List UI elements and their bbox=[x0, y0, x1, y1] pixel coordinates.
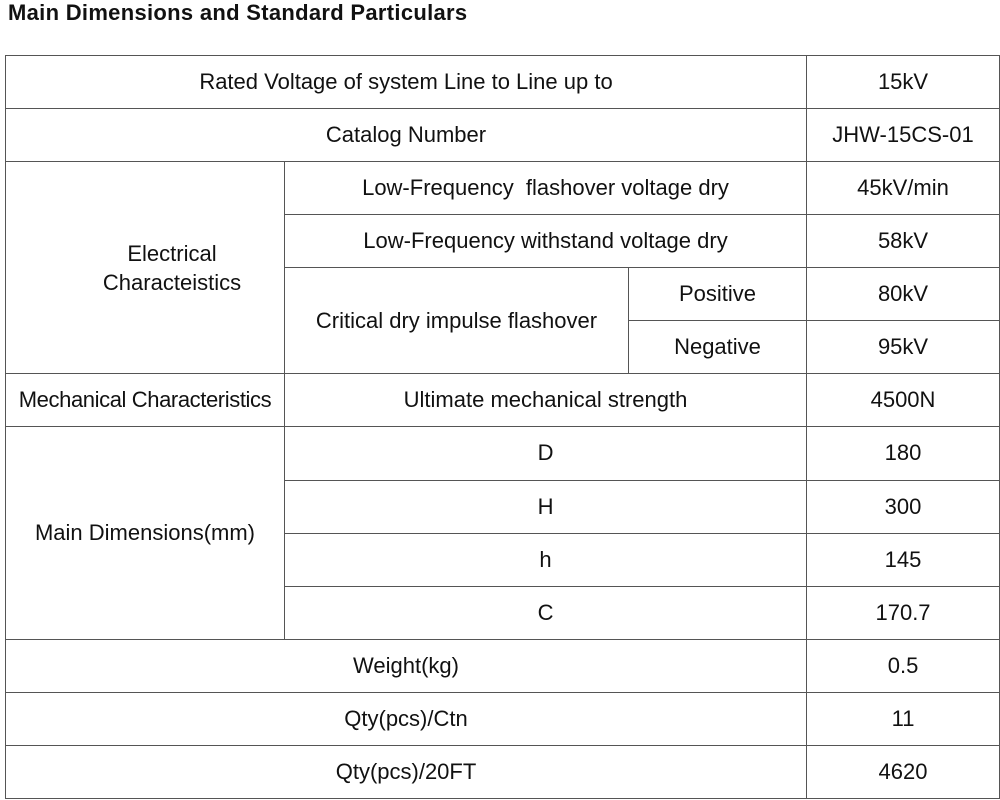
table-row bbox=[6, 56, 1000, 109]
dimension-c-label: C bbox=[285, 586, 807, 639]
negative-value: 95kV bbox=[807, 321, 1000, 374]
table-row bbox=[6, 427, 1000, 480]
qty-ctn-label: Qty(pcs)/Ctn bbox=[6, 692, 807, 745]
weight-value: 0.5 bbox=[807, 639, 1000, 692]
rated-voltage-label: Rated Voltage of system Line to Line up to bbox=[6, 56, 807, 109]
catalog-number-value: JHW-15CS-01 bbox=[807, 109, 1000, 162]
main-dimensions-label: Main Dimensions(mm) bbox=[6, 427, 285, 639]
dimension-h-upper-value: 300 bbox=[807, 480, 1000, 533]
critical-impulse-label: Critical dry impulse flashover bbox=[285, 268, 629, 374]
specifications-table bbox=[5, 55, 1000, 799]
negative-label: Negative bbox=[629, 321, 807, 374]
positive-label: Positive bbox=[629, 268, 807, 321]
mechanical-strength-label: Ultimate mechanical strength bbox=[285, 374, 807, 427]
rated-voltage-value: 15kV bbox=[807, 56, 1000, 109]
table-row bbox=[6, 692, 1000, 745]
dimension-h-lower-value: 145 bbox=[807, 533, 1000, 586]
qty-20ft-value: 4620 bbox=[807, 745, 1000, 798]
page-title: Main Dimensions and Standard Particulars bbox=[8, 0, 468, 25]
table-row bbox=[6, 374, 1000, 427]
qty-ctn-value: 11 bbox=[807, 692, 1000, 745]
catalog-number-label: Catalog Number bbox=[6, 109, 807, 162]
dimension-c-value: 170.7 bbox=[807, 586, 1000, 639]
mechanical-characteristics-label: Mechanical Characteristics bbox=[6, 374, 285, 427]
lf-flashover-label: Low-Frequency flashover voltage dry bbox=[285, 162, 807, 215]
table-row bbox=[6, 639, 1000, 692]
qty-20ft-label: Qty(pcs)/20FT bbox=[6, 745, 807, 798]
lf-flashover-value: 45kV/min bbox=[807, 162, 1000, 215]
table-row bbox=[6, 109, 1000, 162]
dimension-h-upper-label: H bbox=[285, 480, 807, 533]
dimension-d-label: D bbox=[285, 427, 807, 480]
mechanical-strength-value: 4500N bbox=[807, 374, 1000, 427]
table-row bbox=[6, 745, 1000, 798]
lf-withstand-label: Low-Frequency withstand voltage dry bbox=[285, 215, 807, 268]
lf-withstand-value: 58kV bbox=[807, 215, 1000, 268]
dimension-h-lower-label: h bbox=[285, 533, 807, 586]
positive-value: 80kV bbox=[807, 268, 1000, 321]
weight-label: Weight(kg) bbox=[6, 639, 807, 692]
dimension-d-value: 180 bbox=[807, 427, 1000, 480]
table-row bbox=[6, 162, 1000, 215]
electrical-characteristics-label: Electrical Characteistics bbox=[6, 162, 285, 374]
